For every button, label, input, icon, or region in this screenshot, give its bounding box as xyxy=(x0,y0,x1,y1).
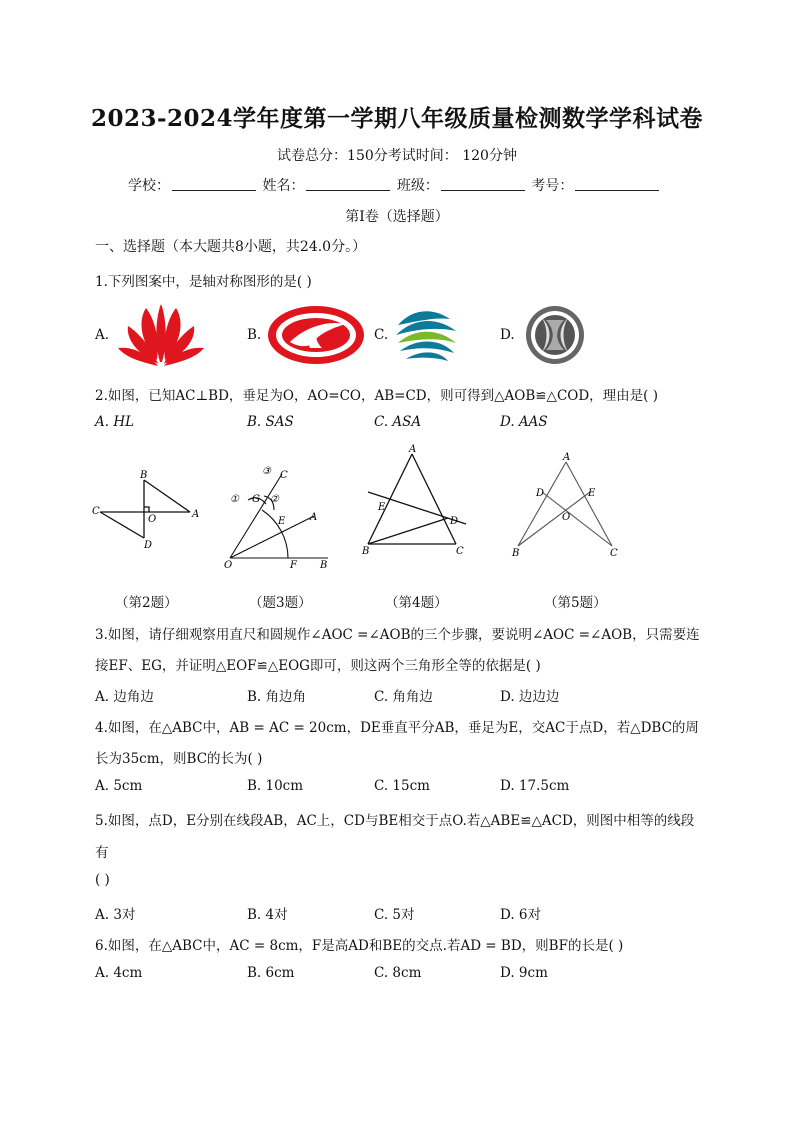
fig3-label-f: F xyxy=(290,560,297,571)
china-mobile-logo xyxy=(392,303,460,367)
fig2-label-a: A xyxy=(192,509,200,520)
question-5-stem-line2: 有 xyxy=(95,845,109,861)
question-5-stem-line3: ( ) xyxy=(95,872,110,888)
q6-option-d: D. 9cm xyxy=(500,965,548,981)
exam-title: 2023-2024学年度第一学期八年级质量检测数学学科试卷 xyxy=(90,105,704,132)
q2-option-d: D. AAS xyxy=(500,414,548,430)
figure-q2 xyxy=(92,462,204,552)
caption-q5: （第5题） xyxy=(544,595,607,611)
fig2-label-b: B xyxy=(140,470,148,481)
caption-q2: （第2题） xyxy=(115,595,178,611)
fig3-label-c: C xyxy=(280,470,288,481)
q1-option-a: A. xyxy=(95,327,110,343)
fig2-label-c: C xyxy=(92,506,100,517)
fig3-label-o: O xyxy=(224,560,233,571)
fig3-label-g: G xyxy=(252,494,260,505)
q4-option-d: D. 17.5cm xyxy=(500,778,570,794)
fig4-label-a: A xyxy=(409,444,417,455)
q3-option-c: C. 角角边 xyxy=(374,689,433,705)
fig3-label-2: ② xyxy=(270,494,279,505)
q1-option-c: C. xyxy=(374,327,389,343)
fig4-label-b: B xyxy=(362,546,370,557)
number-blank[interactable] xyxy=(575,178,659,191)
q3-option-b: B. 角边角 xyxy=(247,689,307,705)
q5-option-c: C. 5对 xyxy=(374,907,415,923)
q6-option-b: B. 6cm xyxy=(247,965,295,981)
q6-option-c: C. 8cm xyxy=(374,965,422,981)
fig4-label-e: E xyxy=(378,502,386,513)
fig5-label-d: D xyxy=(536,488,545,499)
fig4-label-c: C xyxy=(456,546,464,557)
question-6-stem: 6.如图，在△ABC中，AC = 8cm，F是高AD和BE的交点.若AD = BD，则BF的长是( ) xyxy=(95,938,624,954)
q4-option-c: C. 15cm xyxy=(374,778,430,794)
fig5-label-a: A xyxy=(563,452,571,463)
q3-option-a: A. 边角边 xyxy=(95,689,154,705)
exam-subtitle: 试卷总分：150分考试时间： 120分钟 xyxy=(277,148,517,164)
q1-option-b: B. xyxy=(247,327,262,343)
fig5-label-e: E xyxy=(588,488,596,499)
question-3-stem-line1: 3.如图，请仔细观察用直尺和圆规作∠AOC =∠AOB的三个步骤，要说明∠AOC =∠AOB，只需要连 xyxy=(95,627,700,643)
figure-q3 xyxy=(218,460,336,572)
q4-option-a: A. 5cm xyxy=(95,778,143,794)
fig3-label-3: ③ xyxy=(262,466,271,477)
fig2-label-d: D xyxy=(144,540,153,551)
caption-q4: （第4题） xyxy=(385,595,448,611)
figure-q4 xyxy=(358,444,474,560)
question-4-stem-line1: 4.如图，在△ABC中，AB = AC = 20cm，DE垂直平分AB，垂足为E，交AC于点D，若△DBC的周 xyxy=(95,720,699,736)
q2-option-b: B. SAS xyxy=(247,414,294,430)
fig5-label-b: B xyxy=(512,548,520,559)
fig3-label-e: E xyxy=(278,516,286,527)
question-3-stem-line2: 接EF、EG，并证明△EOF≌△EOG即可，则这两个三角形全等的依据是( ) xyxy=(95,658,541,674)
number-label: 考号： xyxy=(531,178,574,194)
name-label: 姓名： xyxy=(262,178,305,194)
q1-option-d: D. xyxy=(500,327,515,343)
class-label: 班级： xyxy=(396,178,439,194)
question-5-stem-line1: 5.如图，点D，E分别在线段AB，AC上，CD与BE相交于点O.若△ABE≌△ACD，则图中相等的线段 xyxy=(95,813,695,829)
class-blank[interactable] xyxy=(441,178,525,191)
student-info-line xyxy=(128,175,661,195)
figure-q5 xyxy=(508,450,624,562)
fig3-label-a: A xyxy=(310,512,318,523)
school-blank[interactable] xyxy=(172,178,256,191)
fig2-label-o: O xyxy=(148,514,157,525)
dongfeng-logo xyxy=(522,304,588,366)
q3-option-d: D. 边边边 xyxy=(500,689,560,705)
caption-q3: （题3题） xyxy=(249,595,312,611)
fig3-label-b: B xyxy=(320,560,328,571)
question-4-stem-line2: 长为35cm，则BC的长为( ) xyxy=(95,751,263,767)
q5-option-a: A. 3对 xyxy=(95,907,136,923)
fig4-label-d: D xyxy=(450,516,459,527)
geely-logo xyxy=(266,304,366,366)
volume-heading: 第I卷（选择题） xyxy=(345,209,449,225)
huawei-logo xyxy=(116,302,206,368)
fig3-label-1: ① xyxy=(230,494,239,505)
fig5-label-c: C xyxy=(610,548,618,559)
q4-option-b: B. 10cm xyxy=(247,778,304,794)
name-blank[interactable] xyxy=(306,178,390,191)
q2-option-c: C. ASA xyxy=(374,414,422,430)
question-1-stem: 1.下列图案中，是轴对称图形的是( ) xyxy=(95,274,312,290)
section-heading: 一、选择题（本大题共8小题，共24.0分。） xyxy=(95,239,367,255)
fig5-label-o: O xyxy=(562,512,571,523)
q5-option-b: B. 4对 xyxy=(247,907,288,923)
q6-option-a: A. 4cm xyxy=(95,965,143,981)
question-2-stem: 2.如图，已知AC⊥BD，垂足为O，AO=CO，AB=CD，则可得到△AOB≌△COD，理由是( ) xyxy=(95,388,658,404)
q5-option-d: D. 6对 xyxy=(500,907,542,923)
school-label: 学校： xyxy=(128,178,170,194)
q2-option-a: A. HL xyxy=(95,414,135,430)
